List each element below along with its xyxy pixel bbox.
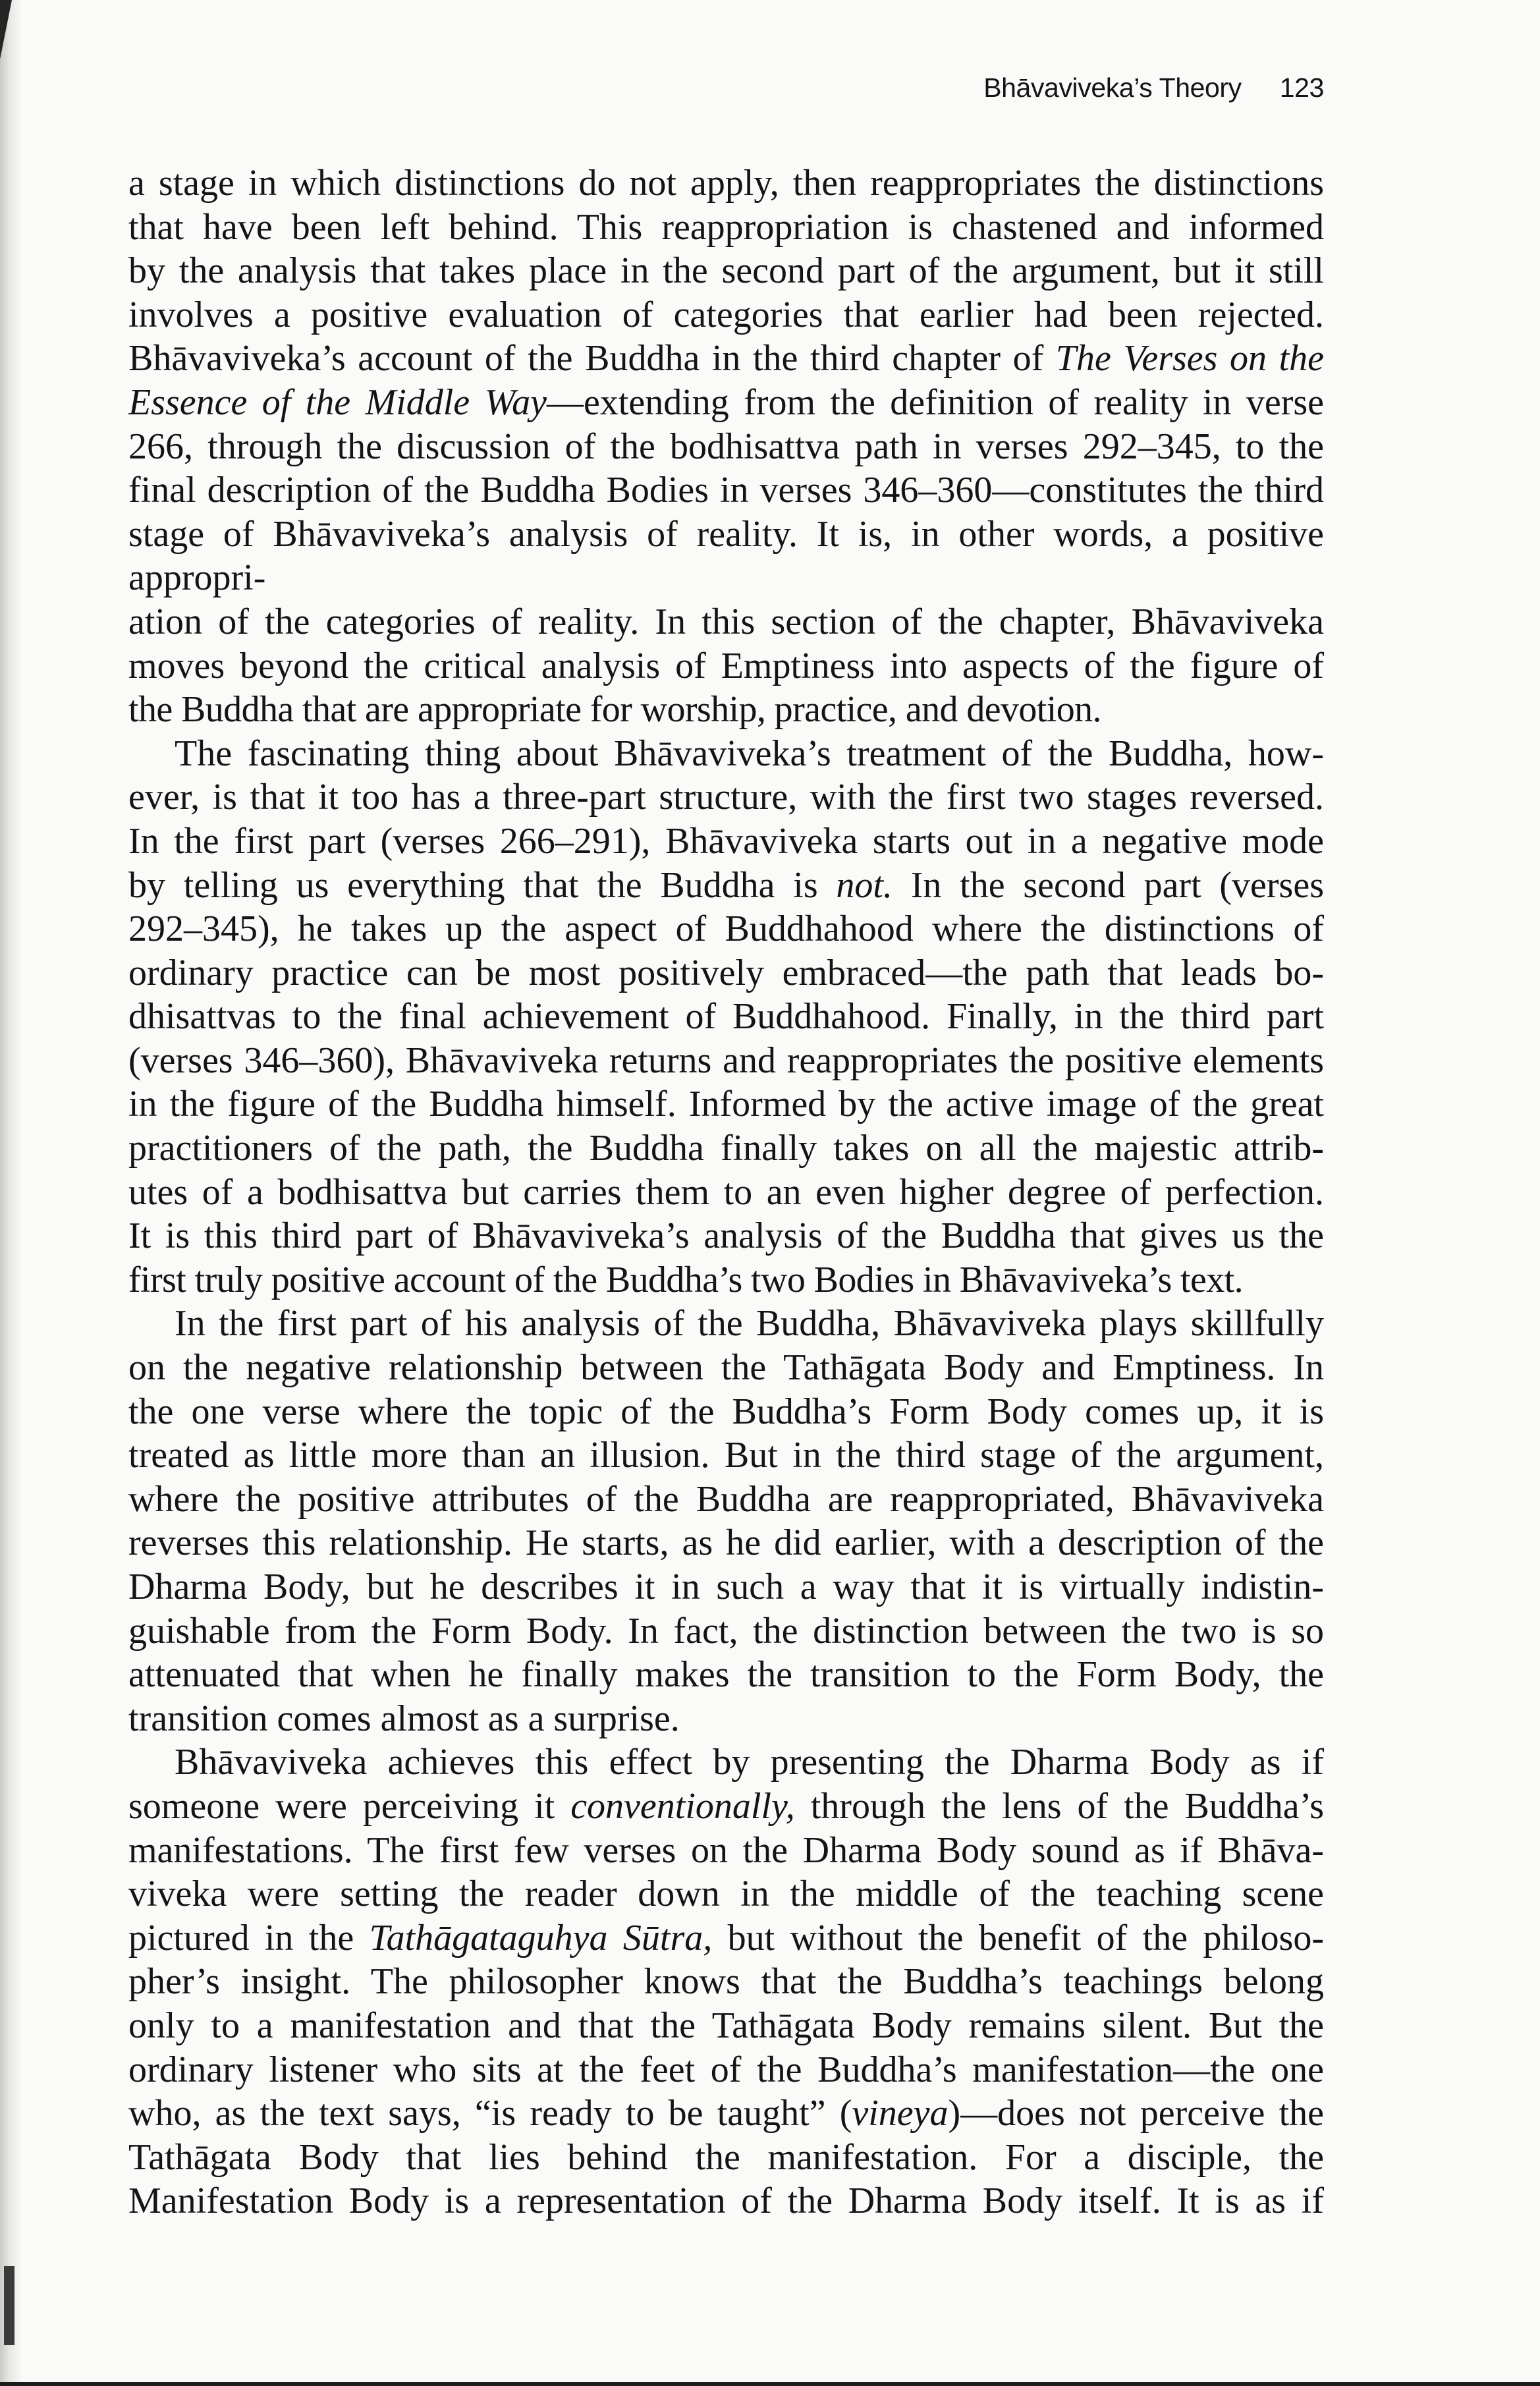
- italic-span: The Verses on the: [1055, 338, 1324, 379]
- running-head-title: Bhāvaviveka’s Theory: [983, 72, 1242, 103]
- text-line: [128, 425, 1324, 469]
- running-head: [909, 72, 1324, 112]
- text-span: Tathāgata Body that lies behind the manifestation. For a disciple, the: [128, 2136, 1324, 2178]
- text-span: In the first part of his analysis of the Buddha, Bhāvaviveka plays skillfully: [175, 1303, 1324, 1345]
- text-span: It is this third part of Bhāvaviveka’s analysis of the Buddha that gives us the: [128, 1215, 1324, 1257]
- text-line: [128, 468, 1324, 513]
- text-line: [128, 1916, 1324, 1960]
- text-line: [128, 951, 1324, 995]
- text-line: [128, 1565, 1324, 1609]
- text-line: [128, 1126, 1324, 1171]
- text-span: first truly positive account of the Buddha’s two Bodies in Bhāvaviveka’s text.: [128, 1259, 1244, 1300]
- text-span: transition comes almost as a surprise.: [128, 1698, 680, 1739]
- text-line: [128, 1521, 1324, 1565]
- text-span: —extending from the definition of reality in verse: [546, 381, 1324, 423]
- text-span: involves a positive evaluation of categories that earlier had been rejected.: [128, 294, 1324, 335]
- text-span: ordinary practice can be most positively embraced—the path that leads bo-: [128, 952, 1324, 993]
- text-line: [128, 864, 1324, 908]
- text-line: [128, 1740, 1324, 1785]
- text-span: reverses this relationship. He starts, as he did earlier, with a description of the: [128, 1522, 1324, 1564]
- text-span: )—does not perceive the: [948, 2093, 1324, 2134]
- page-number: 123: [1279, 72, 1324, 103]
- text-span: Bhāvaviveka’s account of the Buddha in the third chapter of: [128, 338, 1056, 379]
- text-line: [128, 1697, 1324, 1741]
- text-span: dhisattvas to the final achievement of Buddhahood. Finally, in the third part: [128, 996, 1324, 1038]
- text-span: the Buddha that are appropriate for worship, practice, and devotion.: [128, 689, 1101, 731]
- text-line: [128, 2179, 1324, 2223]
- text-span: ation of the categories of reality. In this section of the chapter, Bhāvaviveka: [128, 601, 1324, 642]
- text-span: treated as little more than an illusion. But in the third stage of the argument,: [128, 1435, 1324, 1476]
- text-line: [128, 1785, 1324, 1829]
- text-line: [128, 337, 1324, 381]
- italic-span: Essence of the Middle Way: [128, 381, 547, 423]
- text-line: [128, 819, 1324, 864]
- scan-edge-shadow: [0, 0, 22, 2386]
- text-span: 292–345), he takes up the aspect of Buddhahood where the distinctions of: [128, 908, 1324, 950]
- text-span: where the positive attributes of the Buddha are reappropriated, Bhāvaviveka: [128, 1478, 1324, 1520]
- text-span: final description of the Buddha Bodies in verses 346–360—constitutes the third: [128, 470, 1324, 511]
- text-span: Manifestation Body is a representation of the Dharma Body itself. It is as if: [128, 2180, 1324, 2222]
- text-span: through the lens of the Buddha’s: [794, 1785, 1325, 1827]
- text-line: [128, 1171, 1324, 1215]
- text-span: viveka were setting the reader down in the middle of the teaching scene: [128, 1873, 1324, 1915]
- text-line: [128, 907, 1324, 951]
- text-line: [128, 2004, 1324, 2048]
- text-span: 266, through the discussion of the bodhisattva path in verses 292–345, to the: [128, 426, 1324, 467]
- text-span: but without the benefit of the philoso-: [712, 1917, 1325, 1958]
- text-span: moves beyond the critical analysis of Emptiness into aspects of the figure of: [128, 645, 1324, 686]
- text-span: pictured in the: [128, 1917, 370, 1958]
- italic-span: conventionally,: [570, 1785, 795, 1827]
- text-line: [128, 513, 1324, 600]
- italic-span: Tathāgataguhya Sūtra,: [369, 1917, 713, 1958]
- text-span: someone were perceiving it: [128, 1785, 571, 1827]
- text-span: practitioners of the path, the Buddha finally takes on all the majestic attrib-: [128, 1128, 1324, 1169]
- text-span: (verses 346–360), Bhāvaviveka returns and reappropriates the positive elements: [128, 1040, 1324, 1081]
- text-line: [128, 249, 1324, 293]
- text-line: [128, 775, 1324, 819]
- text-line: [128, 1433, 1324, 1478]
- scan-bottom-edge: [0, 2382, 1540, 2386]
- text-line: [128, 381, 1324, 425]
- text-span: Bhāvaviveka achieves this effect by presenting the Dharma Body as if: [175, 1742, 1324, 1783]
- text-span: Dharma Body, but he describes it in such a way that it is virtually indistin-: [128, 1567, 1324, 1607]
- text-span: the one verse where the topic of the Buddha’s Form Body comes up, it is: [128, 1391, 1324, 1432]
- text-span: in the figure of the Buddha himself. Informed by the active image of the great: [128, 1084, 1324, 1125]
- text-line: [128, 161, 1324, 206]
- text-span: The fascinating thing about Bhāvaviveka’s treatment of the Buddha, how-: [175, 733, 1324, 774]
- text-span: a stage in which distinctions do not apply, then reappropriates the distinctions: [128, 163, 1324, 204]
- text-line: [128, 1478, 1324, 1522]
- text-span: by telling us everything that the Buddha is: [128, 864, 837, 906]
- text-line: [128, 1258, 1324, 1302]
- text-line: [128, 1302, 1324, 1346]
- body-text: [128, 161, 1324, 2223]
- scan-binding-mark: [4, 2266, 14, 2345]
- text-line: [128, 206, 1324, 250]
- text-span: In the first part (verses 266–291), Bhāvaviveka starts out in a negative mode: [128, 820, 1324, 862]
- text-span: ever, is that it too has a three-part structure, with the first two stages reversed.: [128, 777, 1324, 818]
- text-line: [128, 644, 1324, 688]
- text-span: only to a manifestation and that the Tathāgata Body remains silent. But the: [128, 2005, 1324, 2046]
- text-line: [128, 1653, 1324, 1697]
- text-line: [128, 732, 1324, 776]
- text-line: [128, 688, 1324, 732]
- text-span: ordinary listener who sits at the feet of the Buddha’s manifestation—the one: [128, 2049, 1324, 2090]
- text-span: on the negative relationship between the Tathāgata Body and Emptiness. In: [128, 1347, 1324, 1389]
- text-line: [128, 1960, 1324, 2004]
- text-span: by the analysis that takes place in the second part of the argument, but it still: [128, 250, 1324, 292]
- text-span: pher’s insight. The philosopher knows that the Buddha’s teachings belong: [128, 1961, 1324, 2003]
- text-span: attenuated that when he finally makes the transition to the Form Body, the: [128, 1654, 1324, 1696]
- text-line: [128, 2136, 1324, 2180]
- text-span: manifestations. The first few verses on the Dharma Body sound as if Bhāva-: [128, 1829, 1324, 1871]
- text-line: [128, 2048, 1324, 2092]
- text-line: [128, 995, 1324, 1039]
- text-line: [128, 1609, 1324, 1653]
- text-span: who, as the text says, “is ready to be taught” (: [128, 2093, 852, 2134]
- text-line: [128, 1214, 1324, 1258]
- text-line: [128, 1039, 1324, 1083]
- text-span: guishable from the Form Body. In fact, the distinction between the two is so: [128, 1610, 1324, 1651]
- text-line: [128, 2092, 1324, 2136]
- text-line: [128, 293, 1324, 337]
- text-line: [128, 1829, 1324, 1873]
- text-span: In the second part (verses: [892, 864, 1324, 906]
- text-span: stage of Bhāvaviveka’s analysis of reality. It is, in other words, a positive appropri-: [128, 513, 1324, 599]
- text-line: [128, 1872, 1324, 1916]
- italic-span: vineya: [852, 2093, 949, 2134]
- text-line: [128, 1346, 1324, 1390]
- text-span: that have been left behind. This reappropriation is chastened and informed: [128, 206, 1324, 248]
- text-line: [128, 1390, 1324, 1434]
- text-line: [128, 1082, 1324, 1126]
- text-span: utes of a bodhisattva but carries them to an even higher degree of perfection.: [128, 1171, 1324, 1213]
- text-line: [128, 600, 1324, 644]
- scan-corner-mark: [0, 0, 12, 59]
- italic-span: not.: [836, 864, 893, 906]
